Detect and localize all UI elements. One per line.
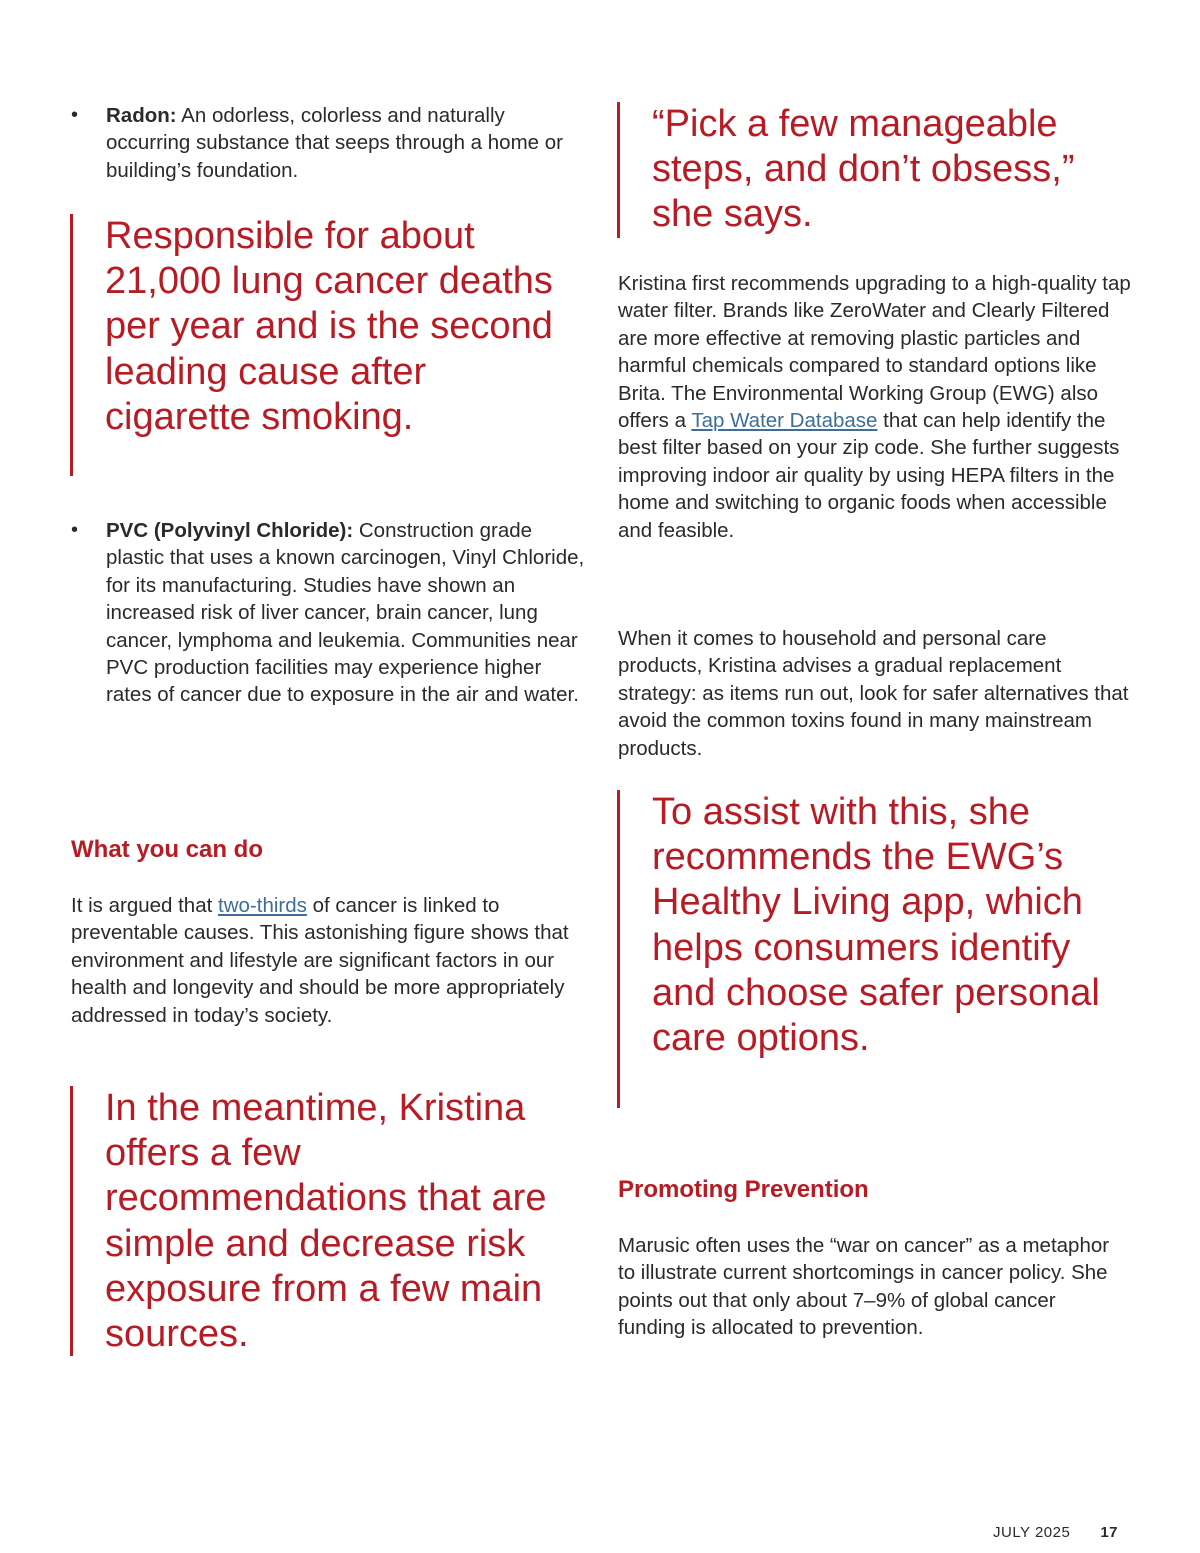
text-run: of cancer is linked to preventable causes. This astonishing figure shows that environment and lifestyle are significant factors in our health and longevity and should be more appropriately addressed in today’s society.	[71, 894, 569, 1027]
pull-quote-ewg-app: To assist with this, she recommends the EWG’s Healthy Living app, which helps consumers identify and choose safer personal care options.	[617, 790, 1142, 1108]
pull-quote-meantime: In the meantime, Kristina offers a few recommendations that are simple and decrease risk exposure from a few main sources.	[70, 1086, 585, 1356]
pull-quote-manageable-steps: “Pick a few manageable steps, and don’t obsess,” she says.	[617, 102, 1132, 238]
paragraph-water-filter	[618, 270, 1133, 544]
bullet-term: PVC (Polyvinyl Chloride):	[106, 519, 354, 542]
link-tap-water-database[interactable]: Tap Water Database	[691, 409, 878, 433]
pull-quote-radon: Responsible for about 21,000 lung cancer deaths per year and is the second leading cause after cigarette smoking.	[70, 214, 575, 476]
section-heading-what-you-can-do: What you can do	[71, 836, 263, 863]
issue-date: JULY 2025	[993, 1524, 1071, 1541]
bullet-text	[106, 102, 586, 184]
bullet-body: Construction grade plastic that uses a known carcinogen, Vinyl Chloride, for its manufacturing. Studies have shown an increased risk of liver cancer, brain cancer, lung cancer, lymphoma and leukemia. Communities near PVC production facilities may experience higher rates of cancer due to exposure in the air and water.	[106, 519, 585, 707]
bullet-radon	[71, 102, 586, 184]
bullet-symbol: •	[71, 104, 79, 126]
bullet-term: Radon:	[106, 104, 177, 127]
paragraph-war-on-cancer: Marusic often uses the “war on cancer” as a metaphor to illustrate current shortcomings in cancer policy. She points out that only about 7–9% of global cancer funding is allocated to prevention.	[618, 1234, 1110, 1340]
page-number: 17	[1100, 1524, 1119, 1541]
page-footer	[993, 1524, 1118, 1541]
bullet-body: An odorless, colorless and naturally occurring substance that seeps through a home or building’s foundation.	[106, 104, 563, 182]
bullet-text	[106, 517, 586, 709]
section-heading-promoting-prevention: Promoting Prevention	[618, 1176, 869, 1203]
paragraph-household-products: When it comes to household and personal care products, Kristina advises a gradual replacement strategy: as items run out, look for safer alternatives that avoid the common toxins found in many mainstream products.	[618, 627, 1129, 760]
text-run: It is argued that	[71, 894, 219, 917]
text-run: that can help identify the best filter based on your zip code. She further suggests improving indoor air quality by using HEPA filters in the home and switching to organic foods when accessible and feasible.	[618, 409, 1120, 542]
paragraph-two-thirds	[71, 892, 583, 1029]
text-run: Kristina first recommends upgrading to a high-quality tap water filter. Brands like ZeroWater and Clearly Filtered are more effective at removing plastic particles and harmful chemicals compared to standard options like Brita. The Environmental Working Group (EWG) also offers a	[618, 272, 1131, 433]
link-two-thirds[interactable]: two-thirds	[218, 894, 307, 917]
bullet-pvc	[71, 517, 586, 709]
bullet-symbol: •	[71, 519, 79, 541]
